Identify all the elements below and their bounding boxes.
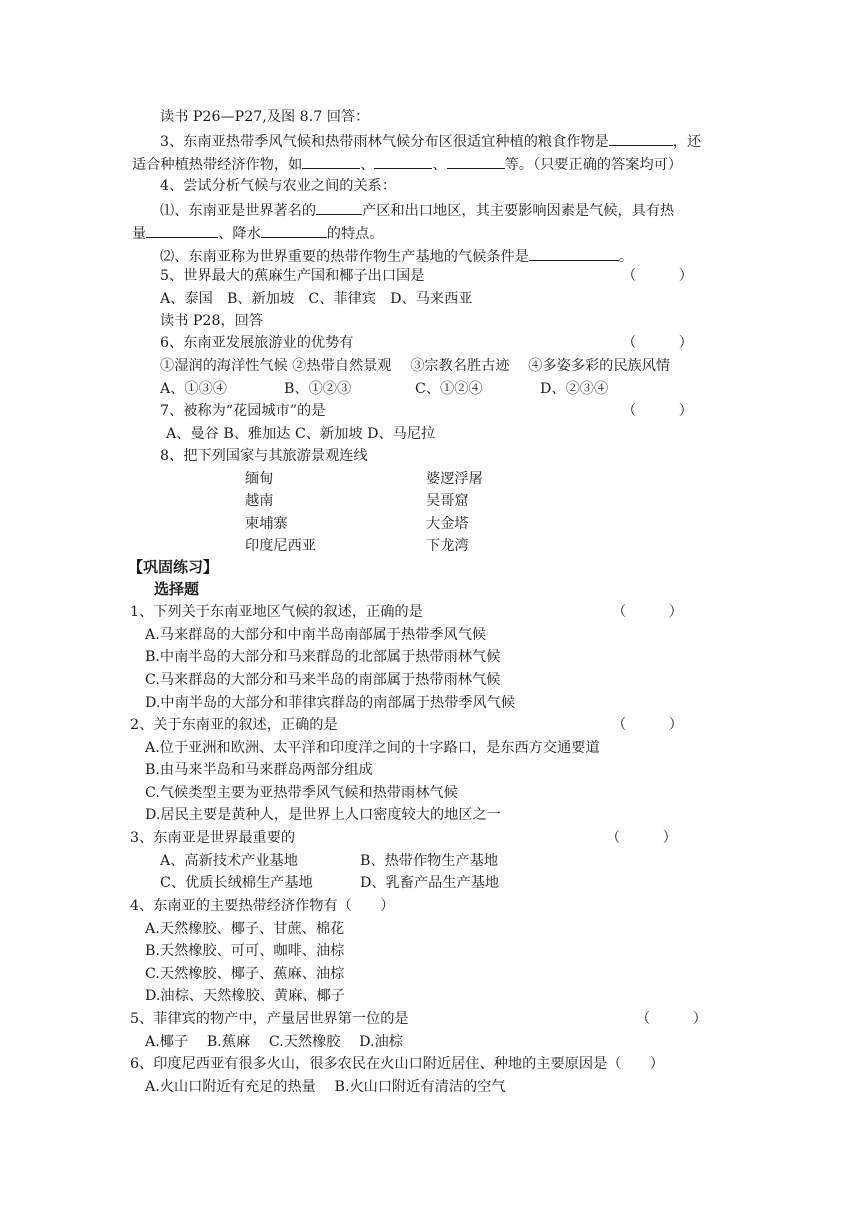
practice-q1-option-d: D.中南半岛的大部分和菲律宾群岛的南部属于热带季风气候 [145, 695, 516, 711]
country-item[interactable]: 越南 [245, 493, 274, 509]
question-4-1-line-1: ⑴、东南亚是世界著名的 产区和出口地区，其主要影响因素是气候，具有热 [160, 199, 674, 219]
practice-q4-option-d: D.油棕、天然橡胶、黄麻、椰子 [145, 988, 345, 1004]
sight-item[interactable]: 吴哥窟 [426, 493, 469, 509]
question-6: 6、东南亚发展旅游业的优势有 [160, 335, 354, 351]
answer-parentheses[interactable]: （ ） [622, 268, 693, 284]
practice-q2-option-d: D.居民主要是黄种人，是世界上人口密度较大的地区之一 [145, 807, 501, 823]
practice-q1-option-c: C.马来群岛的大部分和马来半岛的南部属于热带雨林气候 [145, 672, 501, 688]
question-4-2: ⑵、东南亚称为世界重要的热带作物生产基地的气候条件是 。 [160, 245, 633, 265]
practice-question-4: 4、东南亚的主要热带经济作物有（ ） [130, 898, 395, 914]
practice-question-6: 6、印度尼西亚有很多火山，很多农民在火山口附近居住、种地的主要原因是（ ） [130, 1056, 664, 1072]
practice-q1-option-a: A.马来群岛的大部分和中南半岛南部属于热带季风气候 [145, 627, 487, 643]
answer-parentheses[interactable]: （ ） [612, 604, 683, 620]
answer-blank[interactable] [146, 222, 218, 238]
sight-item[interactable]: 大金塔 [426, 516, 469, 532]
answer-blank[interactable] [316, 199, 362, 215]
practice-q4-option-c: C.天然橡胶、椰子、蕉麻、油棕 [145, 966, 345, 982]
answer-blank[interactable] [261, 222, 327, 238]
country-item[interactable]: 印度尼西亚 [245, 538, 316, 554]
question-6-option-d: D、②③④ [540, 381, 609, 397]
question-3-line-2: 适合种植热带经济作物，如 、 、 等。（只要正确的答案均可） [132, 153, 682, 173]
reading-intro-2: 读书 P28，回答 [160, 313, 264, 329]
question-5-options: A、泰国 B、新加坡 C、菲律宾 D、马来西亚 [160, 291, 473, 307]
practice-q3-option-b: B、热带作物生产基地 [360, 853, 499, 869]
answer-blank[interactable] [447, 153, 505, 169]
practice-question-3: 3、东南亚是世界最重要的 [130, 830, 296, 846]
practice-question-2: 2、关于东南亚的叙述，正确的是 [130, 717, 338, 733]
answer-parentheses[interactable]: （ ） [622, 335, 693, 351]
question-7: 7、被称为“花园城市”的是 [160, 403, 326, 419]
answer-blank[interactable] [374, 153, 432, 169]
practice-q4-option-b: B.天然橡胶、可可、咖啡、油棕 [145, 943, 345, 959]
practice-q3-option-c: C、优质长绒棉生产基地 [160, 875, 313, 891]
practice-q3-option-a: A、高新技术产业基地 [160, 853, 298, 869]
question-6-option-b: B、①②③ [284, 381, 352, 397]
section-subheading: 选择题 [154, 580, 200, 598]
answer-blank[interactable] [609, 130, 673, 146]
practice-q1-option-b: B.中南半岛的大部分和马来群岛的北部属于热带雨林气候 [145, 649, 501, 665]
answer-blank[interactable] [529, 245, 619, 261]
question-3-line-1: 3、东南亚热带季风气候和热带雨林气候分布区很适宜种植的粮食作物是 ，还 [160, 130, 701, 150]
question-8: 8、把下列国家与其旅游景观连线 [160, 448, 368, 464]
section-heading: 【巩固练习】 [128, 558, 219, 576]
sight-item[interactable]: 婆逻浮屠 [426, 471, 483, 487]
practice-q2-option-c: C.气候类型主要为亚热带季风气候和热带雨林气候 [145, 785, 458, 801]
practice-q6-options: A.火山口附近有充足的热量 B.火山口附近有清洁的空气 [145, 1079, 506, 1095]
question-6-items: ①湿润的海洋性气候 ②热带自然景观 ③宗教名胜古迹 ④多姿多彩的民族风情 [160, 358, 671, 374]
country-item[interactable]: 柬埔寨 [245, 516, 288, 532]
answer-blank[interactable] [302, 153, 360, 169]
practice-q2-option-b: B.由马来半岛和马来群岛两部分组成 [145, 762, 373, 778]
answer-parentheses[interactable]: （ ） [636, 1011, 707, 1027]
question-4-1-line-2: 量 、降水 的特点。 [132, 222, 384, 242]
answer-parentheses[interactable]: （ ） [622, 403, 693, 419]
question-6-option-c: C、①②④ [415, 381, 483, 397]
reading-intro-1: 读书 P26—P27,及图 8.7 回答： [160, 109, 370, 125]
question-5: 5、世界最大的蕉麻生产国和椰子出口国是 [160, 268, 425, 284]
practice-question-5: 5、菲律宾的物产中，产量居世界第一位的是 [130, 1011, 409, 1027]
question-4: 4、尝试分析气候与农业之间的关系： [160, 178, 397, 194]
practice-q4-option-a: A.天然橡胶、椰子、甘蔗、棉花 [145, 921, 345, 937]
answer-parentheses[interactable]: （ ） [606, 830, 677, 846]
question-6-option-a: A、①③④ [160, 381, 227, 397]
practice-question-1: 1、下列关于东南亚地区气候的叙述，正确的是 [130, 604, 423, 620]
question-7-options: A、曼谷 B、雅加达 C、新加坡 D、马尼拉 [166, 426, 436, 442]
country-item[interactable]: 缅甸 [245, 471, 274, 487]
sight-item[interactable]: 下龙湾 [426, 538, 469, 554]
practice-q3-option-d: D、乳畜产品生产基地 [360, 875, 500, 891]
answer-parentheses[interactable]: （ ） [612, 717, 683, 733]
practice-q5-options: A.椰子 B.蕉麻 C.天然橡胶 D.油棕 [145, 1034, 403, 1050]
practice-q2-option-a: A.位于亚洲和欧洲、太平洋和印度洋之间的十字路口，是东西方交通要道 [145, 740, 600, 756]
